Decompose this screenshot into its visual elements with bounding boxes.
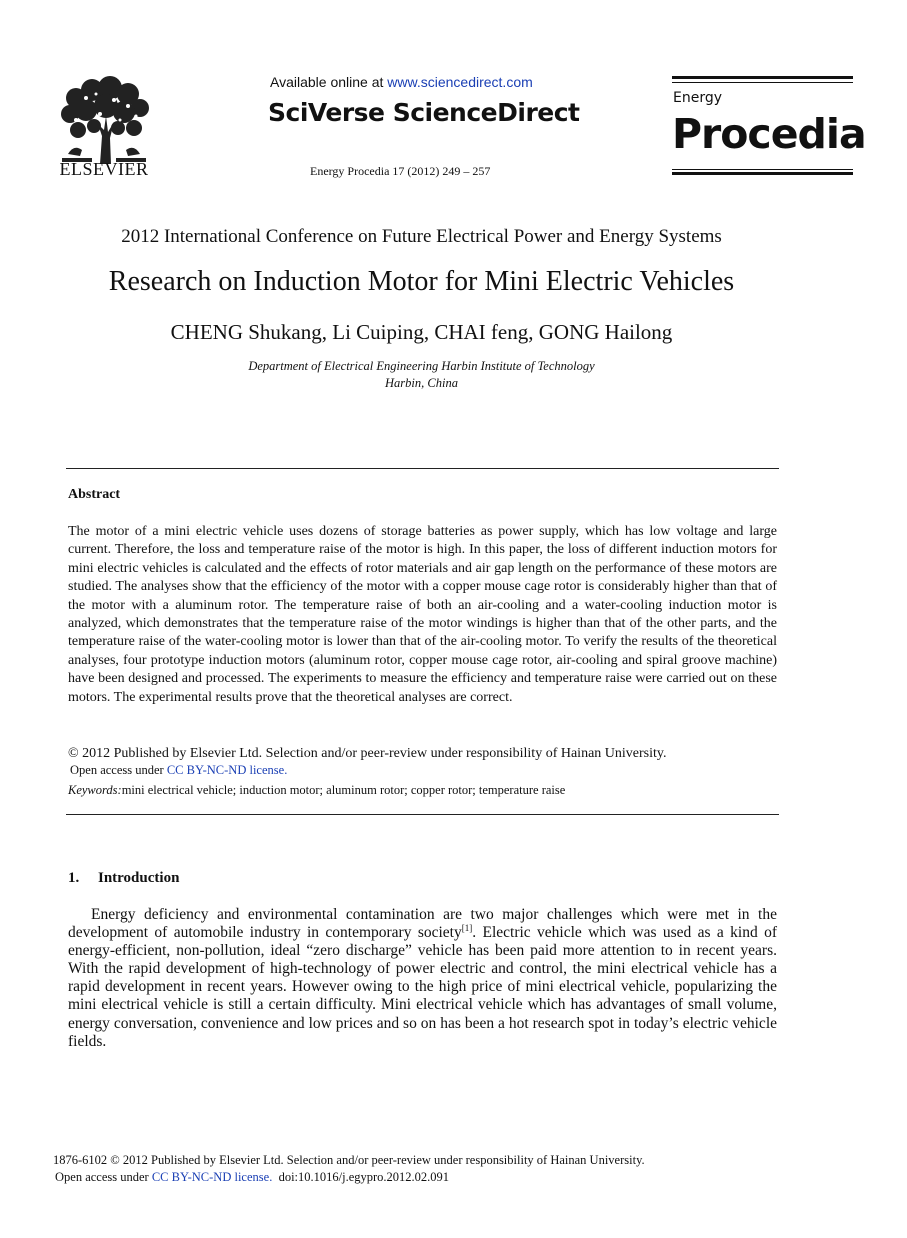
procedia-top-thin-rule bbox=[672, 82, 853, 83]
abstract-top-rule bbox=[66, 468, 779, 469]
sciencedirect-link[interactable]: www.sciencedirect.com bbox=[387, 74, 533, 90]
sciverse-sciencedirect-wordmark: SciVerse ScienceDirect bbox=[268, 98, 580, 127]
abstract-text: The motor of a mini electric vehicle uses dozens of storage batteries as power supply, which has low voltage and large current. Therefore, the loss and temperature raise of the motor is high. In this paper, the loss of different induction motors for mini electric vehicles is calculated and the effects of rotor materials and air gap length on the performance of these motors are studied. The analyses show that the efficiency of the motor with a copper mouse cage rotor is considerably higher than that of the motor with a aluminum rotor. The temperature raise of both an air-cooling and a water-cooling induction motor is analyzed, which demonstrates that the temperature raise of the motor windings is higher than that of the other parts, and the temperature raise of the water-cooling motor is lower than that of the air-cooling motor. To verify the results of the theoretical analyses, four prototype induction motors (aluminum rotor, copper mouse cage rotor, air-cooling and spiral groove machine) have been designed and processed. The experiments to measure the efficiency and temperature raise were carried out on these motors. The experimental results prove that the theoretical analyses are correct. bbox=[68, 524, 777, 705]
open-access-prefix: Open access under bbox=[70, 763, 167, 777]
abstract-bottom-rule bbox=[66, 814, 779, 815]
elsevier-wordmark: ELSEVIER bbox=[59, 159, 149, 179]
available-online-line bbox=[270, 74, 533, 90]
conference-name: 2012 International Conference on Future Electrical Power and Energy Systems bbox=[121, 226, 722, 247]
abstract-heading: Abstract bbox=[68, 487, 121, 502]
license-link[interactable]: CC BY-NC-ND license. bbox=[166, 763, 288, 777]
procedia-label: Procedia bbox=[672, 110, 866, 158]
keywords-label: Keywords: bbox=[68, 783, 122, 797]
section-number: 1. bbox=[68, 870, 80, 886]
intro-text-part1: Energy deficiency and environmental contamination are two major challenges which were met in the development of automobile industry in contemporary society bbox=[68, 906, 777, 942]
intro-text-part2: . Electric vehicle which was used as a kind of energy-efficient, non-pollution, ideal “zero discharge” vehicle has been paid more attention to in recent years. With the rapid development of high-technology of power electric and control, the mini electrical vehicle has a rapid development in recent years. However owing to the high price of mini electrical vehicle, popularizing the mini electrical vehicle is still a certain difficulty. Mini electrical vehicle which has advantages of small volume, energy conversation, convenience and low prices and so on has been a hot research spot in today’s electric vehicle fields. bbox=[68, 924, 777, 1050]
keywords-text: mini electrical vehicle; induction motor; aluminum rotor; copper rotor; temperature raise bbox=[121, 783, 566, 797]
procedia-bottom-rule bbox=[672, 172, 853, 175]
footer-license-link[interactable]: CC BY-NC-ND license. bbox=[151, 1170, 273, 1184]
energy-procedia-logo bbox=[672, 76, 866, 176]
section-title: Introduction bbox=[98, 870, 180, 886]
citation-ref-1[interactable]: [1] bbox=[461, 923, 473, 934]
journal-reference: Energy Procedia 17 (2012) 249 – 257 bbox=[310, 164, 491, 178]
paper-title: Research on Induction Motor for Mini Electric Vehicles bbox=[108, 266, 735, 297]
procedia-bottom-thin-rule bbox=[672, 169, 853, 170]
open-access-line bbox=[70, 763, 287, 778]
procedia-top-rule bbox=[672, 76, 853, 79]
footer-copyright: 1876-6102 © 2012 Published by Elsevier Ltd. Selection and/or peer-review under responsibility of Hainan University. bbox=[53, 1153, 645, 1167]
footer-doi: doi:10.1016/j.egypro.2012.02.091 bbox=[278, 1170, 450, 1184]
procedia-energy-label: Energy bbox=[673, 90, 723, 106]
keywords-line bbox=[68, 783, 565, 798]
copyright-notice: © 2012 Published by Elsevier Ltd. Selection and/or peer-review under responsibility of Hainan University. bbox=[68, 746, 667, 761]
footer-open-access-prefix: Open access under bbox=[55, 1170, 152, 1184]
author-list: CHENG Shukang, Li Cuiping, CHAI feng, GONG Hailong bbox=[170, 320, 673, 344]
introduction-heading bbox=[68, 870, 179, 887]
affiliation-department: Department of Electrical Engineering Harbin Institute of Technology bbox=[248, 359, 595, 373]
footer-open-access-line bbox=[55, 1170, 449, 1185]
available-online-prefix: Available online at bbox=[270, 74, 388, 90]
affiliation-location: Harbin, China bbox=[385, 376, 458, 390]
introduction-text bbox=[68, 906, 777, 1051]
